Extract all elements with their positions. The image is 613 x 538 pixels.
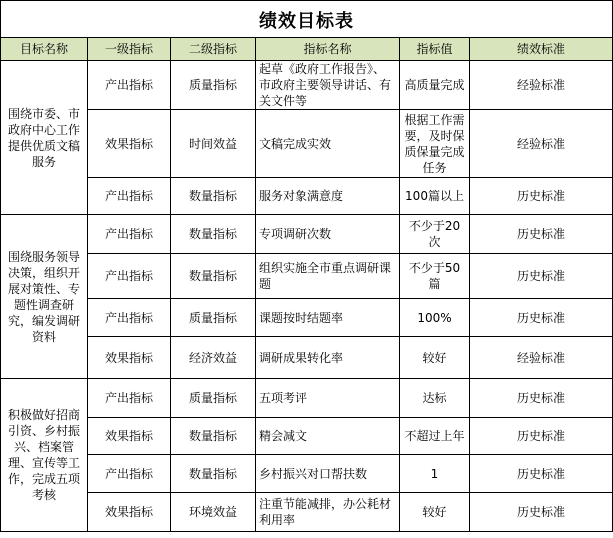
table-row — [1, 337, 613, 379]
indicator-name-cell: 五项考评 — [256, 379, 400, 418]
level1-cell: 产出指标 — [88, 379, 171, 418]
goal-cell: 围绕服务领导决策，组织开展对策性、专题性调查研究，编发调研资料 — [1, 215, 88, 379]
indicator-value-cell: 较好 — [400, 493, 470, 532]
level1-cell: 效果指标 — [88, 418, 171, 455]
level1-cell: 产出指标 — [88, 299, 171, 337]
standard-cell: 经验标准 — [470, 110, 613, 178]
table-row — [1, 418, 613, 455]
level2-cell: 质量指标 — [171, 299, 256, 337]
table-row — [1, 215, 613, 254]
standard-cell: 历史标准 — [470, 254, 613, 299]
indicator-value-cell: 1 — [400, 455, 470, 493]
goal-cell: 积极做好招商引资、乡村振兴、档案管理、宣传等工作，完成五项考核 — [1, 379, 88, 532]
standard-cell: 历史标准 — [470, 379, 613, 418]
standard-cell: 历史标准 — [470, 455, 613, 493]
table-row — [1, 61, 613, 110]
standard-cell: 历史标准 — [470, 418, 613, 455]
indicator-value-cell: 100% — [400, 299, 470, 337]
table-row — [1, 455, 613, 493]
level2-cell: 质量指标 — [171, 61, 256, 110]
indicator-name-cell: 组织实施全市重点调研课题 — [256, 254, 400, 299]
standard-cell: 历史标准 — [470, 215, 613, 254]
indicator-value-cell: 根据工作需要，及时保质保量完成任务 — [400, 110, 470, 178]
indicator-name-cell: 调研成果转化率 — [256, 337, 400, 379]
header-cell-level2: 二级指标 — [171, 38, 256, 61]
level2-cell: 环境效益 — [171, 493, 256, 532]
standard-cell: 经验标准 — [470, 61, 613, 110]
indicator-name-cell: 起草《政府工作报告》、市政府主要领导讲话、有关文件等 — [256, 61, 400, 110]
level1-cell: 产出指标 — [88, 215, 171, 254]
level2-cell: 数量指标 — [171, 418, 256, 455]
goal-cell: 围绕市委、市政府中心工作提供优质文稿服务 — [1, 61, 88, 215]
indicator-name-cell: 注重节能减排，办公耗材利用率 — [256, 493, 400, 532]
level2-cell: 质量指标 — [171, 379, 256, 418]
level2-cell: 数量指标 — [171, 178, 256, 215]
level1-cell: 产出指标 — [88, 455, 171, 493]
level2-cell: 数量指标 — [171, 215, 256, 254]
level2-cell: 时间效益 — [171, 110, 256, 178]
indicator-name-cell: 文稿完成实效 — [256, 110, 400, 178]
table-row — [1, 254, 613, 299]
indicator-name-cell: 精会减文 — [256, 418, 400, 455]
indicator-value-cell: 不少于20次 — [400, 215, 470, 254]
level1-cell: 产出指标 — [88, 178, 171, 215]
table-row — [1, 178, 613, 215]
indicator-value-cell: 100篇以上 — [400, 178, 470, 215]
standard-cell: 历史标准 — [470, 299, 613, 337]
standard-cell: 经验标准 — [470, 337, 613, 379]
header-cell-standard: 绩效标准 — [470, 38, 613, 61]
table-row — [1, 379, 613, 418]
table-row — [1, 493, 613, 532]
indicator-name-cell: 课题按时结题率 — [256, 299, 400, 337]
level1-cell: 效果指标 — [88, 110, 171, 178]
level2-cell: 经济效益 — [171, 337, 256, 379]
header-row — [1, 38, 613, 61]
header-cell-goal: 目标名称 — [1, 38, 88, 61]
indicator-name-cell: 乡村振兴对口帮扶数 — [256, 455, 400, 493]
level1-cell: 效果指标 — [88, 337, 171, 379]
level2-cell: 数量指标 — [171, 254, 256, 299]
level2-cell: 数量指标 — [171, 455, 256, 493]
indicator-value-cell: 高质量完成 — [400, 61, 470, 110]
header-cell-level1: 一级指标 — [88, 38, 171, 61]
indicator-value-cell: 达标 — [400, 379, 470, 418]
level1-cell: 效果指标 — [88, 493, 171, 532]
indicator-value-cell: 不少于50篇 — [400, 254, 470, 299]
standard-cell: 历史标准 — [470, 493, 613, 532]
level1-cell: 产出指标 — [88, 254, 171, 299]
header-cell-value: 指标值 — [400, 38, 470, 61]
standard-cell: 历史标准 — [470, 178, 613, 215]
indicator-name-cell: 专项调研次数 — [256, 215, 400, 254]
header-cell-indicator: 指标名称 — [256, 38, 400, 61]
indicator-name-cell: 服务对象满意度 — [256, 178, 400, 215]
indicator-value-cell: 不超过上年 — [400, 418, 470, 455]
level1-cell: 产出指标 — [88, 61, 171, 110]
table-row — [1, 110, 613, 178]
goal-table — [0, 37, 613, 532]
indicator-value-cell: 较好 — [400, 337, 470, 379]
table-row — [1, 299, 613, 337]
table-title: 绩效目标表 — [0, 0, 613, 38]
